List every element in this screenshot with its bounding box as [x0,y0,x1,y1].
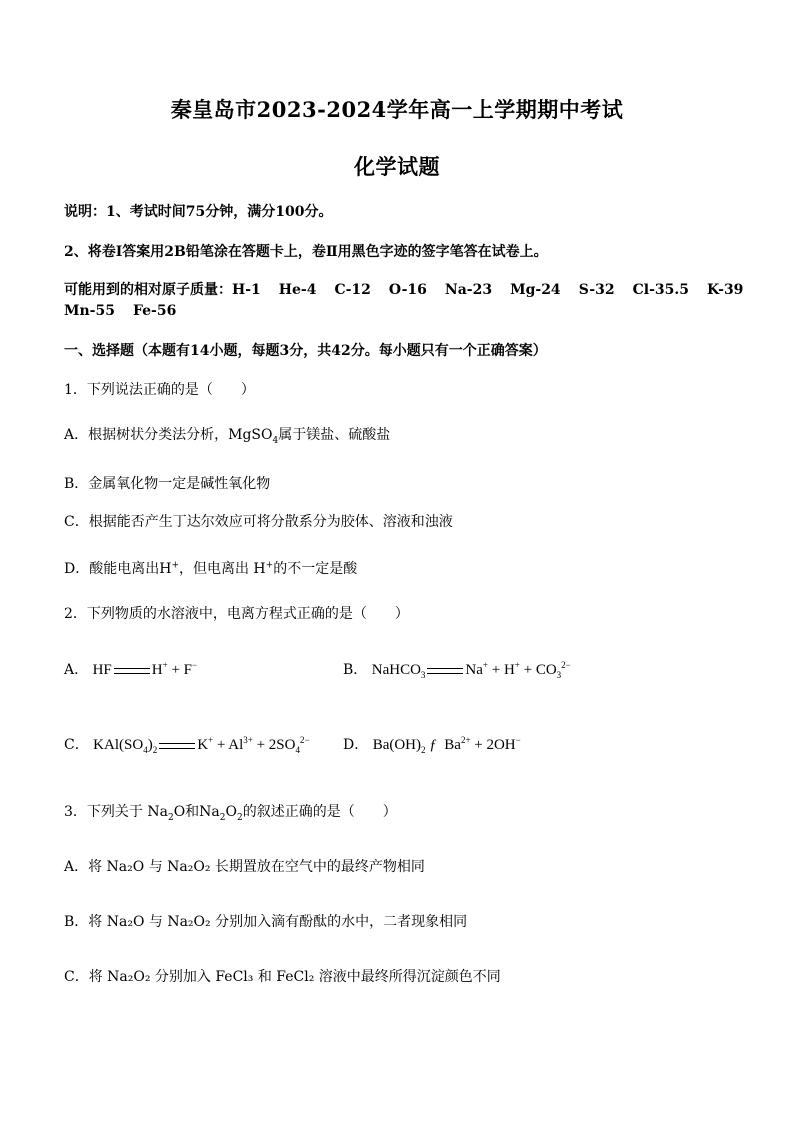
question-1-stem: 1．下列说法正确的是（ ） [64,382,255,398]
stem-text: 3．下列关于 Na [64,804,168,820]
option-text: A．根据树状分类法分析，MgSO [64,427,273,443]
mass-item: Mg-24 [510,282,561,298]
exam-title: 秦皇岛市2023-2024学年高一上学期期中考试 [170,97,624,122]
question-2-option-b [343,659,571,679]
instruction-line-2: 2、将卷Ⅰ答案用2B铅笔涂在答题卡上，卷Ⅱ用黑色字迹的签字笔答在试卷上。 [64,244,548,260]
question-1-option-c: C．根据能否产生丁达尔效应可将分散系分为胶体、溶液和浊液 [64,514,453,530]
question-1-option-d [64,558,357,578]
option-label: B． [343,662,368,678]
mass-item: S-32 [578,282,615,298]
section-heading: 一、选择题（本题有14小题，每题3分，共42分。每小题只有一个正确答案） [64,343,547,359]
option-text: 属于镁盐、硫酸盐 [278,427,391,443]
question-2-option-a [64,659,197,679]
equation-c: $KAl(SO_4)_2$ $K^+ + Al^{3+} + 2SO_4^{2-}$ [93,735,310,755]
question-3-stem: 3．下列关于 $Na_2O$和$Na_2O_2$的叙述正确的是（ ） [64,804,397,823]
subscript: 4 [272,435,279,446]
option-label: D． [343,737,369,753]
question-3-option-b: B．将 Na₂O 与 Na₂O₂ 分别加入滴有酚酞的水中，二者现象相同 [64,914,468,930]
mass-item: K-39 [706,282,744,298]
equals-arrow [427,668,463,674]
question-2-option-c [64,734,310,754]
instruction-line-1: 说明：1、考试时间75分钟，满分100分。 [64,204,333,220]
question-1-option-a [64,424,390,444]
question-3-option-a: A．将 Na₂O 与 Na₂O₂ 长期置放在空气中的最终产物相同 [64,859,425,875]
equals-arrow [159,743,195,749]
mass-item: Fe-56 [132,303,177,319]
question-2-option-d [343,734,521,754]
question-3-option-c: C．将 Na₂O₂ 分别加入 FeCl₃ 和 FeCl₂ 溶液中最终所得沉淀颜色不同 [64,969,501,985]
stem-text: O和Na [173,804,220,820]
atomic-masses-label: 可能用到的相对原子质量： [64,282,232,298]
stem-text: 的叙述正确的是（ ） [242,804,397,820]
atomic-masses-row-2 [64,303,176,319]
option-label: A． [64,662,89,678]
exam-subtitle: 化学试题 [354,154,440,179]
mass-item: Na-23 [444,282,493,298]
option-label: C． [64,737,89,753]
question-1-option-b: B．金属氧化物一定是碱性氧化物 [64,476,271,492]
option-text: ，但电离出 H [178,561,266,577]
mass-item: H-1 [232,282,261,298]
option-text: 的不一定是酸 [273,561,358,577]
equation-d: $Ba(OH)_2$ ƒ $Ba^{2+} + 2OH^-$ [372,735,521,755]
mass-item: Cl-35.5 [632,282,689,298]
superscript: + [171,560,179,571]
equation-a: HF H+ + F− [92,660,198,678]
question-2-stem: 2．下列物质的水溶液中，电离方程式正确的是（ ） [64,606,409,622]
mass-item: O-16 [388,282,427,298]
equation-b: NaHCO$_3$ $Na^+ + H^+ + CO_3^{2-}$ [371,660,571,680]
option-text: D．酸能电离出H [64,561,172,577]
superscript: + [265,560,274,571]
atomic-masses-row-1 [64,279,743,299]
equals-arrow [114,668,150,674]
stem-text: O [225,804,237,820]
mass-item: Mn-55 [64,303,115,319]
mass-item: C-12 [334,282,371,298]
mass-item: He-4 [278,282,317,298]
